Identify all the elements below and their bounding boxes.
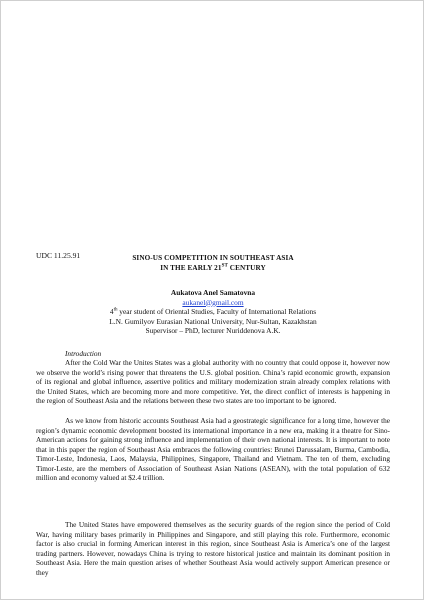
- paragraph-text: As we know from historic accounts Southeast Asia had a geostrategic significance for a long time, however the region’s dynamic economic development boosted its international importance in a new era, making it a theatre for Sino-American actions for gaining strong influence and implementation of their own national interests. It is important to note that in this paper the region of Southeast Asia embraces the following countries: Brunei Darussalam, Burma, Cambodia, Timor-Leste, Indonesia, Laos, Malaysia, Philippines, Singapore, Thailand and Vietnam. The ten of them, excluding Timor-Leste, are the members of Association of Southeast Asian Nations (ASEAN), with the total population of 632 million and economy valued at $2.4 trillion.: [36, 416, 390, 483]
- body-paragraph-1: [36, 358, 390, 406]
- paragraph-text: The United States have empowered themselves as the security guards of the region since the period of Cold War, having military bases primarily in Philippines and Singapore, and still playing this role. Furthermore, economic factor is also crucial in forming American interest in this region, since Southeast Asia is America’s one of the largest trading partners. However, nowadays China is trying to restore historical justice and maintain its dominant position in Southeast Asia. Here the main question arises of whether Southeast Asia would actively support American presence or they: [36, 520, 390, 577]
- author-supervisor: Supervisor – PhD, lecturer Nuriddenova A.K.: [145, 326, 281, 336]
- affiliation-ordinal-suffix: th: [113, 307, 118, 313]
- affiliation-text: year student of Oriental Studies, Faculty of International Relations: [117, 307, 317, 317]
- author-email-link[interactable]: aukanel@gmail.com: [182, 297, 244, 307]
- body-paragraph-3: [36, 520, 390, 577]
- paper-title-line-2-prefix: IN THE EARLY 21: [160, 263, 222, 272]
- author-name: Aukatova Anel Samatovna: [170, 288, 256, 297]
- paper-title-superscript: ST: [221, 263, 228, 269]
- paper-title-line-1: SINO-US COMPETITION IN SOUTHEAST ASIA: [132, 254, 294, 262]
- paper-title-line-2: [36, 264, 390, 274]
- section-heading-introduction: Introduction: [65, 349, 102, 358]
- author-university: L.N. Gumilyov Eurasian National University, Nur-Sultan, Kazakhstan: [109, 316, 317, 326]
- paragraph-text: After the Cold War the Unites States was a global authority with no country that could oppose it, however now we observe the world’s rising power that threatens the U.S. global position. China’s rapid economic growth, expansion of its regional and global influence, assertive politics and military modernization strain already complex relations with the United States, which are becoming more and more competitive. Yet, the direct conflict of interests is happening in the region of Southeast Asia and the relations between these two states are too important to be ignored.: [36, 358, 390, 406]
- body-paragraph-2: [36, 416, 390, 483]
- paper-title-line-2-suffix: CENTURY: [227, 263, 266, 272]
- author-affiliation: [36, 307, 390, 317]
- udc-code: UDC 11.25.91: [36, 251, 81, 260]
- author-block: [36, 288, 390, 336]
- affiliation-ordinal: 4: [109, 307, 114, 317]
